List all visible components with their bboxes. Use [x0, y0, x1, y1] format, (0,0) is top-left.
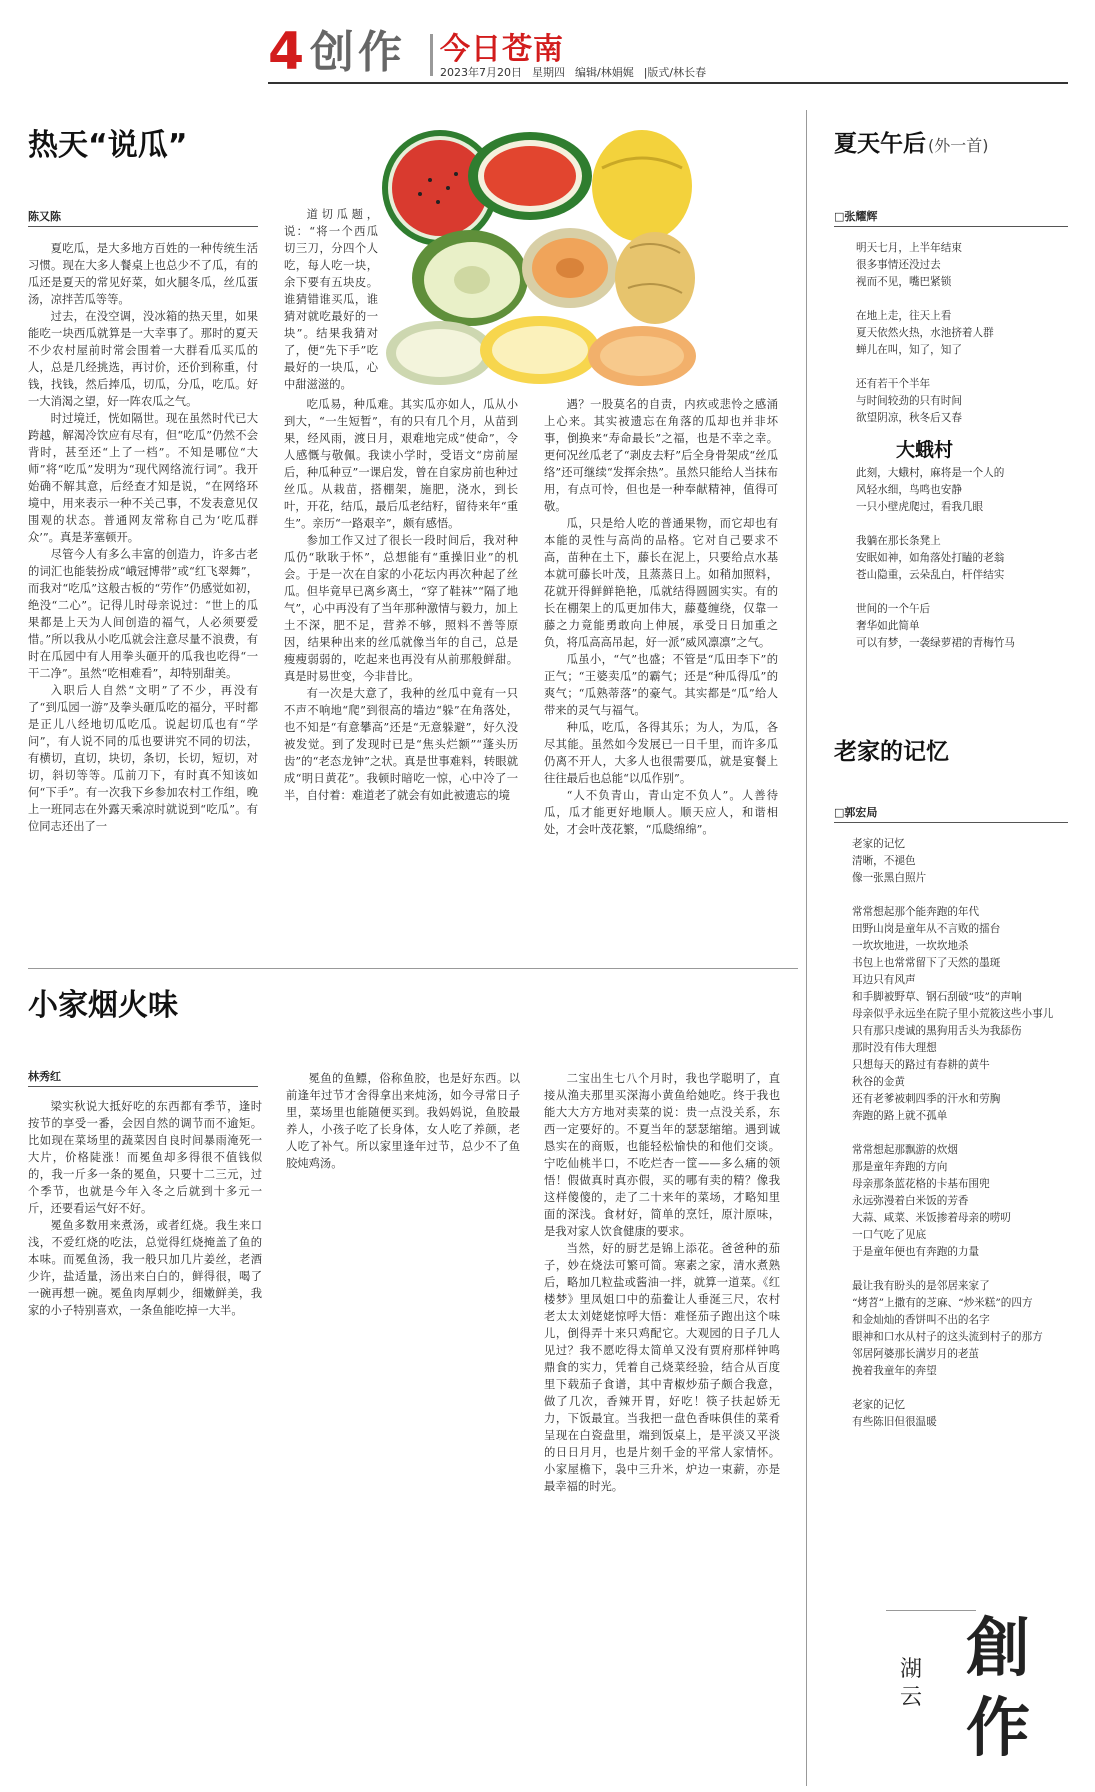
- poem-line: 只有那只虔诚的黑狗用舌头为我舔伤: [852, 1025, 1022, 1037]
- poem-line: 邻居阿婆那长满岁月的老茧: [852, 1348, 980, 1360]
- poem-line: “烤苕”上撒有的芝麻、“炒米糕”的四方: [852, 1297, 1033, 1309]
- poem-line: 老家的记忆: [852, 838, 905, 850]
- article2-paragraph: 冕鱼多数用来煮汤，或者红烧。我生来口浅，不爱红烧的吃法，总觉得红烧掩盖了鱼的本味。而冕鱼汤，我一般只加几片姜丝，老酒少许，盐适量，汤出来白白的，鲜得很，喝了一碗再想一碗。冕鱼肉厚刺少，细嫩鲜美，我家的小子特别喜欢，一条鱼能吃掉一大半。: [28, 1219, 262, 1317]
- seal-char-1: 創: [966, 1612, 1030, 1686]
- poem-line: 最让我有盼头的是邻居来家了: [852, 1280, 990, 1292]
- poem1-body: [856, 240, 1068, 726]
- poem-line: 和金灿灿的香饼叫不出的名字: [852, 1314, 990, 1326]
- poem-line: 我躺在那长条凳上: [856, 535, 941, 547]
- section-title: 创作: [310, 27, 406, 78]
- article1-author: 陈又陈: [28, 210, 61, 223]
- poem-line: 常常想起那飘游的炊烟: [852, 1144, 958, 1156]
- poem-line: 清晰，不褪色: [852, 855, 916, 867]
- poem1-author-name: 张耀辉: [844, 210, 878, 223]
- melon-photo: [380, 128, 698, 390]
- poem-line: 风轻水细，鸟鸣也安静: [856, 484, 962, 496]
- poem1-second-title: 大蛾村: [896, 439, 954, 461]
- editor-credit: 编辑/林娟娓: [575, 66, 634, 79]
- article2-paragraph: 当然，好的厨艺是锦上添花。爸爸种的茄子，妙在烧法可繁可简。寒素之家，清水煮熟后，略加几粒盐或酱油一拌，就算一道菜。《红楼梦》里凤姐口中的茄鲞让人垂涎三尺，农村老太太刘姥姥惊呼大悟：难怪茄子跑出这个味儿，倒得弄十来只鸡配它。大观园的日子几人见过？我不愿吃得太简单又没有贾府那样钟鸣鼎食的实力，凭着自己烧菜经验，结合从百度里下载茄子食谱，其中青椒炒茄子颇合我意，做了几次，香辣开胃，好吃！筷子扶起娇无力，下饭最宜。当我把一盘色香味俱佳的菜肴呈现在白瓷盘里，端到饭桌上，是平淡又平淡的日日月月，也是片刻千金的平常人家情怀。小家屋檐下，袅中三升米，炉边一束薪，亦是最幸福的时光。: [544, 1242, 780, 1493]
- article1-paragraph: 参加工作又过了很长一段时间后，我对种瓜仍“耿耿于怀”，总想能有“重操旧业”的机会。于是一次在自家的小花坛内再次种起了丝瓜。但毕竟早已离乡离土，“穿了鞋袜”“隔了地气”，心中再没有了当年那种激情与毅力，加上土不深，肥不足，营养不够，照料不善等原因，结果种出来的丝瓜就像当年的自己，总是瘦瘦弱弱的，吃起来也再没有从前那般鲜甜。真是时易世变，今非昔比。: [284, 534, 518, 683]
- poem-line: 在地上走，往天上看: [856, 310, 952, 322]
- article1-paragraph: 遇？一股莫名的自责，内疚或悲怜之感涌上心来。其实被遗忘在角落的瓜却也并非坏事，倒换来“寿命最长”之福，也是不幸之幸。更何况丝瓜老了“剥皮去籽”后全身骨架成“丝瓜络”还可继续“发挥余热”。虽然只能给人当抹布用，有点可怜，但也是一种奉献精神，值得可敬。: [544, 398, 778, 513]
- article1-underline: [28, 226, 258, 227]
- article2-paragraph: 冕鱼的鱼鳔，俗称鱼胶，也是好东西。以前逢年过节才舍得拿出来炖汤，如今寻常日子里，菜场里也能随便买到。我妈妈说，鱼胶最养人，小孩子吃了长身体，女人吃了养颜，老人吃了补气。所以家里逢年过节，总少不了鱼胶炖鸡汤。: [286, 1072, 520, 1170]
- masthead-meta: [440, 66, 716, 80]
- issue-weekday: 星期四: [532, 66, 565, 79]
- article2-author: 林秀红: [28, 1070, 61, 1083]
- poem-line: 奢华如此简单: [856, 620, 920, 632]
- poem2-author-name: 郭宏局: [844, 806, 878, 819]
- article2-col3: [544, 1070, 780, 1784]
- layout-credit: |版式/林长春: [643, 66, 707, 79]
- poem-line: 此刻，大蛾村，麻将是一个人的: [856, 467, 1005, 479]
- poem1-underline: [834, 226, 1068, 227]
- article1-paragraph: 种瓜，吃瓜，各得其乐；为人，为瓜，各尽其能。虽然如今发展已一日千里，而许多瓜仍离不开人，大多人也很需要瓜，就是宴餐上往往最后也总能“以瓜作别”。: [544, 721, 778, 785]
- poem-line: 欲望阴凉，秋冬后又春: [856, 412, 962, 424]
- poem-line: 一只小壁虎爬过，看我几眼: [856, 501, 984, 513]
- article2-col2: [286, 1070, 520, 1784]
- seal-char-2: 作: [966, 1691, 1030, 1766]
- poem-line: 于是童年便也有奔跑的力量: [852, 1246, 980, 1258]
- poem2-body: [852, 836, 1072, 1536]
- poem-line: 一口气吃了见底: [852, 1229, 927, 1241]
- article1-col1: [28, 240, 258, 958]
- seal-rule: [886, 1610, 976, 1611]
- poem-line: 很多事情还没过去: [856, 259, 941, 271]
- poem2-underline: [834, 822, 1068, 823]
- article1-paragraph: 过去，在没空调，没冰箱的热天里，如果能吃一块西瓜就算是一大幸事了。那时的夏天不少农村屋前时常会围着一大群看瓜买瓜的人，总是几经挑选，再讨价，还价到称重，付钱，找钱，然后捧瓜，切瓜，分瓜，吃瓜。好一大消渴之望，好一阵农瓜之气。: [28, 310, 258, 408]
- article1-paragraph: 道切瓜题，说：“将一个西瓜切三刀，分四个人吃，每人吃一块，余下要有五块皮。谁猜错谁买瓜，谁猜对就吃最好的一块”。结果我猜对了，便“先下手”吃最好的一块瓜，心中甜滋滋的。: [284, 208, 378, 391]
- article1-paragraph: “人不负青山，青山定不负人”。人善待瓜，瓜才能更好地顺人。顺天应人，和谐相处，才会叶茂花繁，“瓜瓞绵绵”。: [544, 789, 778, 836]
- poem-line: 夏天依然火热，水池挤着人群: [856, 327, 994, 339]
- poem-line: 只想每天的路过有春耕的黄牛: [852, 1059, 990, 1071]
- article1-paragraph: 入职后人自然“文明”了不少，再没有了“到瓜园一游”及拳头砸瓜吃的福分，平时都是正儿八经地切瓜吃瓜。说起切瓜也有“学问”，有人说不同的瓜也要讲究不同的切法，有横切，直切，块切，条切，长切，短切，对切，斜切等等。瓜前刀下，有时真不知该如何“下手”。有一次我下乡参加农村工作组，晚上一班同志在外露天乘凉时就说到“吃瓜”。有位同志还出了一: [28, 684, 258, 833]
- article1-col2-top: [284, 206, 378, 394]
- poem-line: 还有若干个半年: [856, 378, 931, 390]
- article1-paragraph: 吃瓜易，种瓜难。其实瓜亦如人，瓜从小到大，“一生短暂”，有的只有几个月，从苗到果，经风雨，渡日月，艰难地完成“使命”，令人感慨与敬佩。我读小学时，受语文“房前屋后，种瓜种豆”一课启发，曾在自家房前也种过丝瓜。从栽苗，搭棚架，施肥，浇水，到长叶，开花，结瓜，最后瓜老结籽，留待来年“重生”。亲历“一路艰辛”，颇有感悟。: [284, 398, 518, 530]
- article1-paragraph: 尽管今人有多么丰富的创造力，许多古老的词汇也能装扮成“峨冠博带”或“红飞翠舞”，而我对“吃瓜”这般古板的“劳作”仍感觉如初，绝没“二心”。记得儿时母亲说过：“世上的瓜果都是上天为人间创造的福气，人必须要爱惜。”所以我从小吃瓜就会注意尽量不浪费，有时在瓜园中有人用拳头砸开的瓜我也吃得“一干二净”。虽然“吃相难看”，却特别甜美。: [28, 548, 258, 680]
- article2-paragraph: 二宝出生七八个月时，我也学聪明了，直接从渔夫那里买深海小黄鱼给她吃。终于我也能大大方方地对卖菜的说：贵一点没关系，东西一定要好的。不夏当年的瑟瑟缩缩。遇到诚恳实在的商贩，也能轻松愉快的和他们交谈。宁吃仙桃半口，不吃烂杏一筐——多么痛的领悟！假做真时真亦假，买的哪有卖的精？像我这样傻傻的，走了二十来年的菜场，才略知里面的深浅。食材好，简单的烹饪，原汁原味，是我对家人饮食健康的要求。: [544, 1072, 780, 1238]
- poem1-title: [834, 130, 989, 160]
- masthead-rule: [268, 82, 1068, 84]
- article1-paragraph: 时过境迁，恍如隔世。现在虽然时代已大跨越，解渴冷饮应有尽有，但“吃瓜”仍然不会背时，甚至还“上了一档”。不知是哪位“大师”将“吃瓜”发明为“现代网络流行词”。我开始确不解其意，后经查才知是说，“在网络环境中，用来表示一种不关己事，不发表意见仅围观的状态。普通网友常称自己为‘吃瓜群众’”。真是茅塞顿开。: [28, 412, 258, 544]
- article1-paragraph: 瓜虽小，“气”也盛；不管是“瓜田李下”的正气；“王婆卖瓜”的霸气；还是“种瓜得瓜”的爽气；“瓜熟蒂落”的豪气。其实都是“瓜”给人带来的灵气与福气。: [544, 653, 778, 717]
- poem1-title-text: 夏天午后: [834, 131, 926, 157]
- article1-col3: [544, 396, 778, 958]
- issue-date: 2023年7月20日: [440, 66, 522, 79]
- poem-line: 挽着我童年的奔望: [852, 1365, 937, 1377]
- poem-line: 那是童年奔跑的方向: [852, 1161, 948, 1173]
- poem-line: 耳边只有风声: [852, 974, 916, 986]
- poem-line: 母亲那条蓝花格的卡基布围兜: [852, 1178, 990, 1190]
- article1-paragraph: 瓜，只是给人吃的普通果物，而它却也有本能的灵性与高尚的品格。它对自己要求不高，苗种在土下，藤长在泥上，只要给点水基本就可藤长叶茂，且蒸蒸日上。如稍加照料，花就开得鲜鲜艳艳，瓜就结得圆圆实实。有的长在棚架上的瓜更加伟大，藤蔓缠绕，仅靠一藤之力竟能勇敢向上伸展，承受日日加重之负，将瓜高高吊起，好一派“威风凛凛”之气。: [544, 517, 778, 649]
- column-divider: [806, 110, 807, 1786]
- poem-line: 和手脚被野草、钢石刮破“吱”的声响: [852, 991, 1022, 1003]
- poem-line: 像一张黑白照片: [852, 872, 927, 884]
- poem-line: 常常想起那个能奔跑的年代: [852, 906, 980, 918]
- poem-line: 一坎坎地进，一坎坎地杀: [852, 940, 969, 952]
- poem-line: 秋谷的金黄: [852, 1076, 905, 1088]
- poem-line: 有些陈旧但很温暖: [852, 1416, 937, 1428]
- article1-paragraph: 夏吃瓜，是大多地方百姓的一种传统生活习惯。现在大多人餐桌上也总少不了瓜，有的瓜还是夏天的常见好菜，如火腿冬瓜，丝瓜蛋汤，凉拌苦瓜等等。: [28, 242, 258, 306]
- calligraphy-seal: [880, 1612, 1080, 1782]
- section-divider: [28, 968, 798, 969]
- page-number: 4: [268, 22, 305, 82]
- poem-line: 田野山岗是童年从不言败的擂台: [852, 923, 1001, 935]
- poem1-author: □张耀辉: [834, 210, 878, 223]
- paper-name: 今日苍南: [440, 32, 564, 67]
- poem-line: 苍山隐重，云朵乱白，杆伴结实: [856, 569, 1005, 581]
- poem-line: 那时没有伟大理想: [852, 1042, 937, 1054]
- poem-line: 与时间较劲的只有时间: [856, 395, 962, 407]
- poem2-title: 老家的记忆: [834, 739, 949, 765]
- article1-paragraph: 有一次是大意了，我种的丝瓜中竟有一只不声不响地“爬”到很高的墙边“躲”在角落处，也不知是“有意攀高”还是“无意躲避”，好久没被发觉。到了发现时已是“焦头烂额”“蓬头历齿”的“老态龙钟”之状。真是世事难料，转眼就成“明日黄花”。我顿时暗吃一惊，心中冷了一半，自付着：难道老了就会有如此被遗忘的境: [284, 687, 518, 802]
- poem1-subtitle: (外一首): [928, 136, 989, 155]
- article2-title: 小家烟火味: [28, 988, 178, 1023]
- poem-line: 眼神和口水从村子的这头流到村子的那方: [852, 1331, 1043, 1343]
- seal-signature: 湖云: [900, 1657, 923, 1710]
- article1-col2: [284, 396, 518, 958]
- poem-line: 视而不见，嘴巴紧锁: [856, 276, 952, 288]
- poem-line: 母亲似乎永远坐在院子里小荒筱这些小事儿: [852, 1008, 1054, 1020]
- poem-line: 老家的记忆: [852, 1399, 905, 1411]
- poem-line: 世间的一个午后: [856, 603, 931, 615]
- masthead-divider: [430, 34, 433, 76]
- poem-line: 安眠如神，如角落处打瞌的老翁: [856, 552, 1005, 564]
- poem-line: 还有老爹被刺四季的汗水和劳胸: [852, 1093, 1001, 1105]
- poem-line: 可以有梦，一袭绿萝裙的青梅竹马: [856, 637, 1015, 649]
- poem-line: 蝉儿在叫，知了，知了: [856, 344, 962, 356]
- article2-underline: [28, 1086, 258, 1087]
- poem-line: 奔跑的路上就不孤单: [852, 1110, 948, 1122]
- poem-line: 永远弥漫着白米饭的芳香: [852, 1195, 969, 1207]
- article2-paragraph: 梁实秋说大抵好吃的东西都有季节，逢时按节的享受一番，会因自然的调节而不逾矩。比如现在菜场里的蔬菜因自良时间暴雨淹死一大片，价格陡涨！而冕鱼却多得很不值钱似的，我一斤多一条的冕鱼，只要十二三元，过个季节，也就是今年入冬之后就到十多元一斤，还要看运气好不好。: [28, 1100, 262, 1215]
- article2-col1: [28, 1098, 262, 1784]
- poem2-author: □郭宏局: [834, 806, 878, 819]
- poem-line: 书包上也常常留下了天然的墨斑: [852, 957, 1001, 969]
- poem-line: 大蒜、咸菜、米饭掺着母亲的唠叨: [852, 1212, 1011, 1224]
- poem-line: 明天七月，上半年结束: [856, 242, 962, 254]
- article1-title: 热天“说瓜”: [28, 128, 188, 163]
